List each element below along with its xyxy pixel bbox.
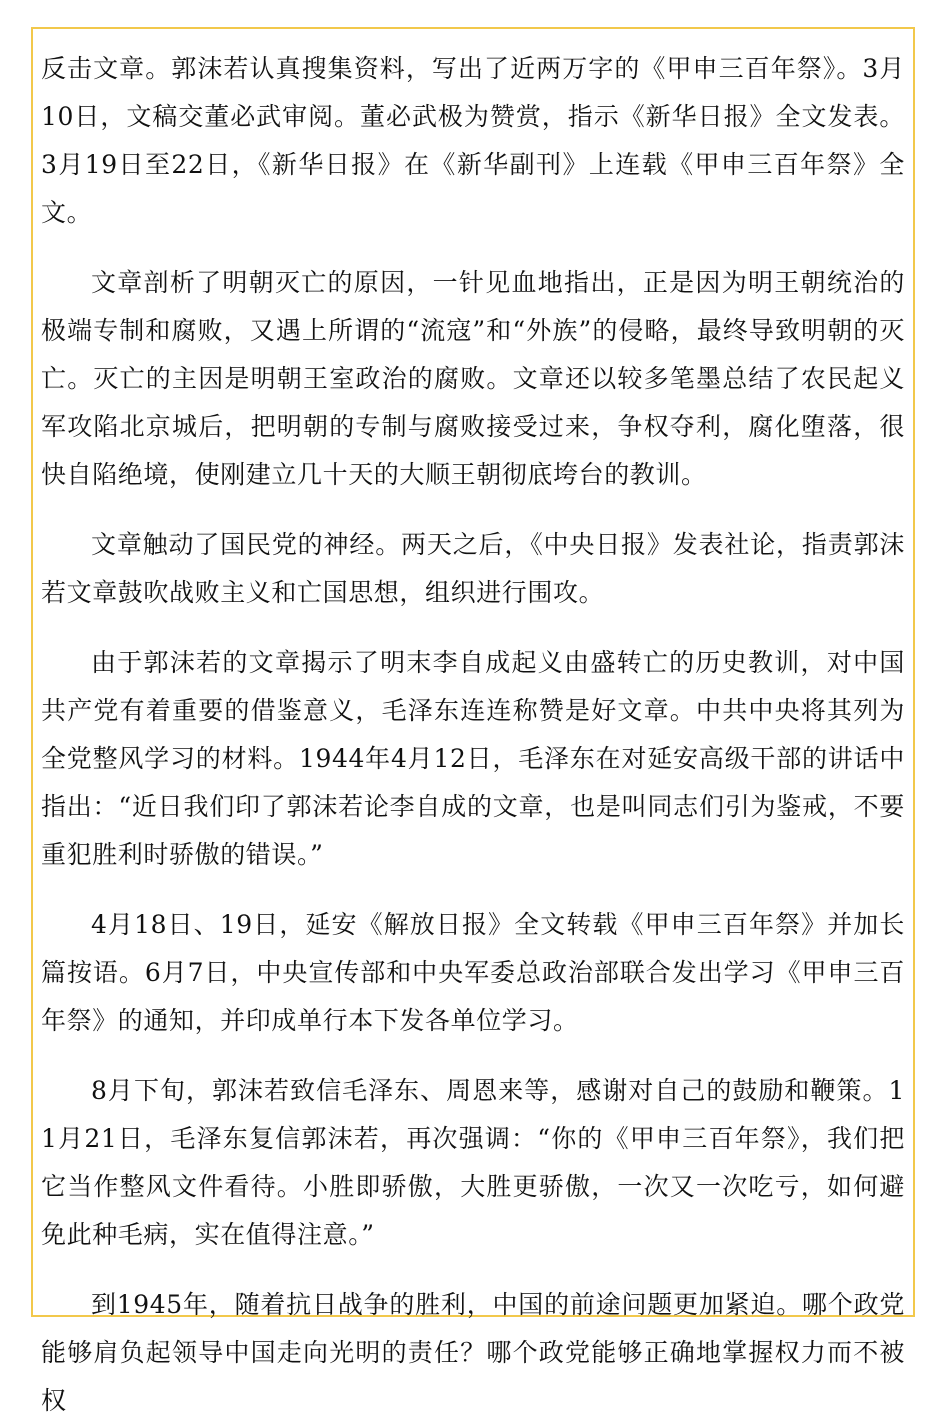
paragraph-3: 文章触动了国民党的神经。两天之后，《中央日报》发表社论，指责郭沫若文章鼓吹战败主义和亡国思想，组织进行围攻。 [41,530,905,607]
paragraph-5: 4月18日、19日，延安《解放日报》全文转载《甲申三百年祭》并加长篇按语。6月7日，中央宣传部和中央军委总政治部联合发出学习《甲申三百年祭》的通知，并印成单行本下发各单位学习。 [41,910,905,1035]
paragraph-4: 由于郭沫若的文章揭示了明末李自成起义由盛转亡的历史教训，对中国共产党有着重要的借鉴意义，毛泽东连连称赞是好文章。中共中央将其列为全党整风学习的材料。1944年4月12日，毛泽东在对延安高级干部的讲话中指出：“近日我们印了郭沫若论李自成的文章，也是叫同志们引为鉴戒，不要重犯胜利时骄傲的错误。” [41,648,905,869]
page-border-frame [31,27,915,1415]
paragraph-6: 8月下旬，郭沫若致信毛泽东、周恩来等，感谢对自己的鼓励和鞭策。11月21日，毛泽东复信郭沫若，再次强调：“你的《甲申三百年祭》，我们把它当作整风文件看待。小胜即骄傲，大胜更骄傲，一次又一次吃亏，如何避免此种毛病，实在值得注意。” [41,1076,905,1249]
paragraph-7: 到1945年，随着抗日战争的胜利，中国的前途问题更加紧迫。哪个政党能够肩负起领导中国走向光明的责任？哪个政党能够正确地掌握权力而不被权 [41,1290,905,1415]
paragraph-2: 文章剖析了明朝灭亡的原因，一针见血地指出，正是因为明王朝统治的极端专制和腐败，又遇上所谓的“流寇”和“外族”的侵略，最终导致明朝的灭亡。灭亡的主因是明朝王室政治的腐败。文章还以较多笔墨总结了农民起义军攻陷北京城后，把明朝的专制与腐败接受过来，争权夺利，腐化堕落，很快自陷绝境，使刚建立几十天的大顺王朝彻底垮台的教训。 [41,268,905,489]
paragraph-1: 反击文章。郭沫若认真搜集资料，写出了近两万字的《甲申三百年祭》。3月10日，文稿交董必武审阅。董必武极为赞赏，指示《新华日报》全文发表。3月19日至22日，《新华日报》在《新华副刊》上连载《甲申三百年祭》全文。 [41,54,905,227]
